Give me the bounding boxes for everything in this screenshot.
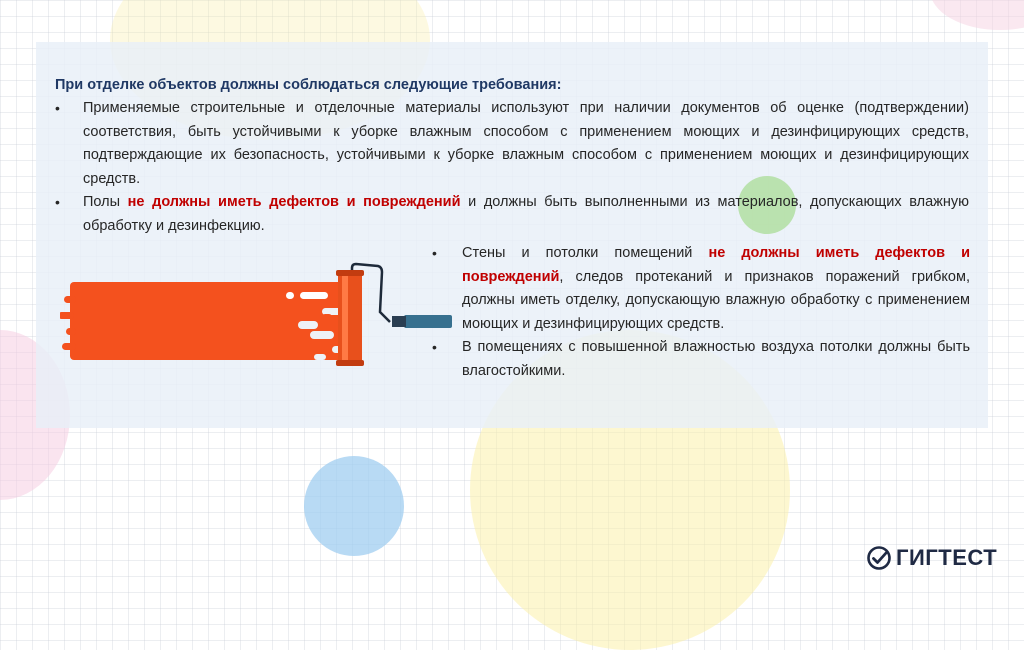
requirement-item-materials — [55, 97, 969, 191]
requirement-text: В помещениях с повышенной влажностью воздуха потолки должны быть влагостойкими. — [462, 339, 970, 379]
requirements-section — [55, 74, 969, 238]
requirement-highlight: не должны иметь дефектов и повреждений — [127, 194, 461, 210]
bullet-icon: • — [55, 194, 60, 210]
requirement-text-before: Стены и потолки помещений — [462, 245, 709, 261]
gigtest-logo — [866, 544, 997, 572]
requirement-text-before: Полы — [83, 194, 128, 210]
requirement-item-floors — [55, 191, 969, 238]
check-circle-icon — [866, 545, 892, 571]
background-blob-blue — [304, 456, 404, 556]
walls-requirements-list — [432, 242, 970, 383]
background-blob-pink-top-right — [930, 0, 1024, 30]
section-heading: При отделке объектов должны соблюдаться следующие требования: — [55, 77, 562, 93]
logo-text: ГИГТЕСТ — [896, 545, 998, 570]
requirement-text-after: и должны быть выполненными из материалов, допускающих влажную обработку и дезинфекцию. — [83, 194, 969, 234]
paint-roller-illustration — [60, 262, 460, 372]
walls-requirements — [432, 242, 970, 383]
requirement-item-walls — [432, 242, 970, 336]
bullet-icon: • — [432, 245, 437, 261]
paint-stroke — [60, 282, 344, 360]
requirement-text: Применяемые строительные и отделочные материалы используют при наличии документов об оценке (подтверждении) соответствия, быть устойчивыми к уборке влажным способом с применением моющих и дезинфицирующих средств, подтверждающие их безопасность, устойчивыми к уборке влажным способом с применением моющих и дезинфицирующих средств. — [83, 100, 969, 187]
bullet-icon: • — [432, 339, 437, 355]
requirement-item-humidity — [432, 336, 970, 383]
requirement-highlight: не должны иметь дефектов и повреждений — [462, 245, 971, 285]
requirement-text-after: , следов протеканий и признаков поражений грибком, должны иметь отделку, допускающую влажную обработку с применением моющих и дезинфицирующих средств. — [462, 268, 970, 332]
roller-cover — [336, 270, 364, 366]
bullet-icon: • — [55, 100, 60, 116]
requirements-list — [55, 97, 969, 238]
